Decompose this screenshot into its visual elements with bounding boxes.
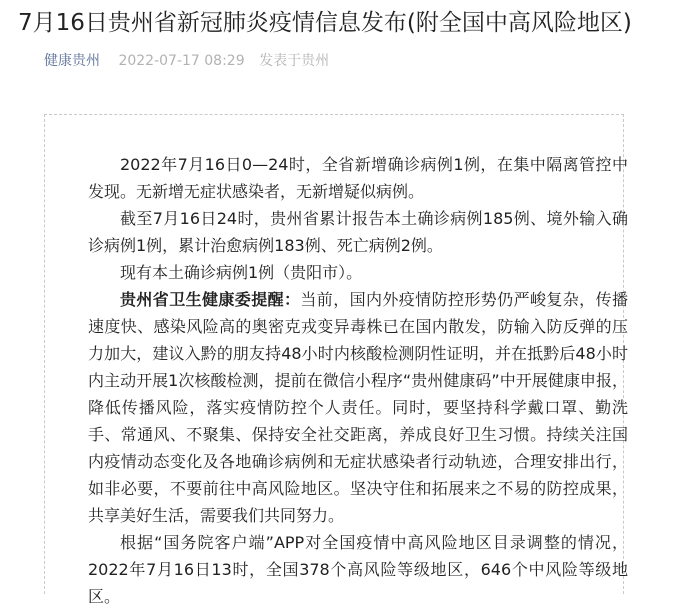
article-title: 7月16日贵州省新冠肺炎疫情信息发布(附全国中高风险地区) bbox=[18, 10, 632, 36]
reminder-lead: 贵州省卫生健康委提醒： bbox=[120, 290, 301, 309]
paragraph-daily-new-cases: 2022年7月16日0—24时，全省新增确诊病例1例，在集中隔离管控中发现。无新增无症状感染者，无新增疑似病例。 bbox=[88, 155, 628, 201]
article-body bbox=[88, 151, 628, 610]
publish-location: 发表于贵州 bbox=[259, 53, 330, 69]
paragraph-cumulative-cases: 截至7月16日24时，贵州省累计报告本土确诊病例185例、境外输入确诊病例1例，累计治愈病例183例、死亡病例2例。 bbox=[88, 209, 628, 255]
publish-time: 2022-07-17 08:29 bbox=[118, 53, 245, 69]
account-name-link[interactable]: 健康贵州 bbox=[44, 53, 100, 69]
reminder-text: 当前，国内外疫情防控形势仍严峻复杂，传播速度快、感染风险高的奥密克戎变异毒株已在国内散发，防输入防反弹的压力加大，建议入黔的朋友持48小时内核酸检测阴性证明，并在抵黔后48小时内主动开展1次核酸检测，提前在微信小程序“贵州健康码”中开展健康申报，降低传播风险，落实疫情防控个人责任。同时，要坚持科学戴口罩、勤洗手、常通风、不聚集、保持安全社交距离，养成良好卫生习惯。持续关注国内疫情动态变化及各地确诊病例和无症状感染者行动轨迹，合理安排出行，如非必要，不要前往中高风险地区。坚决守住和拓展来之不易的防控成果，共享美好生活，需要我们共同努力。 bbox=[88, 290, 628, 525]
paragraph-risk-areas: 根据“国务院客户端”APP对全国疫情中高风险地区目录调整的情况，2022年7月16日13时，全国378个高风险等级地区，646个中风险等级地区。 bbox=[88, 533, 628, 606]
paragraph-health-reminder bbox=[88, 286, 628, 529]
paragraph-current-cases: 现有本土确诊病例1例（贵阳市）。 bbox=[120, 263, 363, 282]
article-meta bbox=[44, 48, 329, 74]
